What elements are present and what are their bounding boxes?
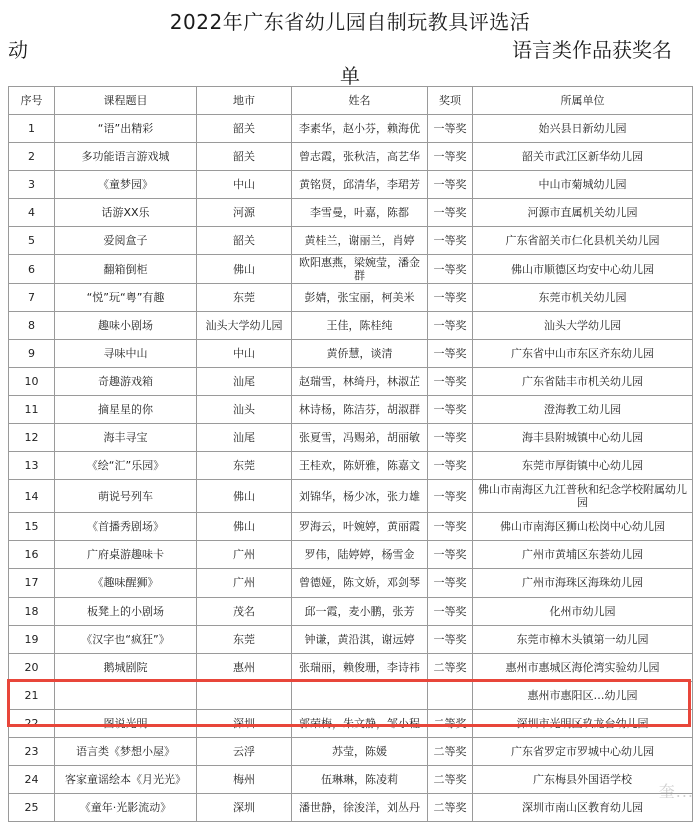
table-row	[9, 480, 693, 513]
cell-city: 汕头	[197, 395, 292, 423]
cell-no: 12	[9, 424, 55, 452]
cell-city: 广州	[197, 569, 292, 597]
cell-names	[292, 681, 428, 709]
cell-no: 17	[9, 569, 55, 597]
cell-city: 佛山	[197, 480, 292, 513]
cell-city: 韶关	[197, 227, 292, 255]
cell-award: 一等奖	[428, 143, 473, 171]
cell-unit: 化州市幼儿园	[473, 597, 693, 625]
cell-course: “语”出精彩	[55, 115, 197, 143]
cell-award: 一等奖	[428, 339, 473, 367]
cell-city: 云浮	[197, 737, 292, 765]
cell-course	[55, 681, 197, 709]
cell-no: 3	[9, 171, 55, 199]
table-row	[9, 681, 693, 709]
cell-no: 22	[9, 709, 55, 737]
cell-names: 赵瑞雪，林绮丹，林淑芷	[292, 367, 428, 395]
table-row	[9, 283, 693, 311]
cell-award	[428, 681, 473, 709]
cell-course: 语言类《梦想小屋》	[55, 737, 197, 765]
cell-no: 18	[9, 597, 55, 625]
cell-unit: 深圳市光明区玖龙台幼儿园	[473, 709, 693, 737]
cell-unit: 澄海教工幼儿园	[473, 395, 693, 423]
cell-unit: 始兴县日新幼儿园	[473, 115, 693, 143]
table-row	[9, 653, 693, 681]
cell-course: 图说光明	[55, 709, 197, 737]
cell-unit: 汕头大学幼儿园	[473, 311, 693, 339]
header-course: 课程题目	[55, 87, 197, 115]
cell-names: 苏莹，陈媛	[292, 737, 428, 765]
cell-course: 萌说号列车	[55, 480, 197, 513]
table-header-row	[9, 87, 693, 115]
cell-course: 《童年·光影流动》	[55, 794, 197, 822]
table-row	[9, 541, 693, 569]
table-row	[9, 143, 693, 171]
cell-award: 一等奖	[428, 227, 473, 255]
cell-no: 6	[9, 255, 55, 283]
cell-no: 19	[9, 625, 55, 653]
cell-city: 惠州	[197, 653, 292, 681]
cell-no: 20	[9, 653, 55, 681]
cell-course: “悦”玩“粤”有趣	[55, 283, 197, 311]
cell-names: 黄铭贤，邱清华，李珺芳	[292, 171, 428, 199]
cell-names: 伍琳琳，陈凌莉	[292, 766, 428, 794]
cell-names: 李素华，赵小芬，赖海优	[292, 115, 428, 143]
header-award: 奖项	[428, 87, 473, 115]
table-row	[9, 199, 693, 227]
cell-no: 25	[9, 794, 55, 822]
cell-city: 梅州	[197, 766, 292, 794]
cell-no: 21	[9, 681, 55, 709]
cell-course: 《首播秀剧场》	[55, 513, 197, 541]
cell-city: 河源	[197, 199, 292, 227]
cell-award: 一等奖	[428, 569, 473, 597]
cell-award: 一等奖	[428, 283, 473, 311]
awards-table	[8, 86, 693, 822]
cell-no: 2	[9, 143, 55, 171]
cell-course: 《童梦园》	[55, 171, 197, 199]
cell-award: 一等奖	[428, 597, 473, 625]
cell-unit: 佛山市南海区九江普秋和纪念学校附属幼儿园	[473, 480, 693, 513]
cell-names: 林诗杨，陈洁芬，胡淑群	[292, 395, 428, 423]
cell-no: 8	[9, 311, 55, 339]
cell-award: 一等奖	[428, 199, 473, 227]
cell-city	[197, 681, 292, 709]
cell-unit: 广东省中山市东区齐东幼儿园	[473, 339, 693, 367]
table-row	[9, 339, 693, 367]
cell-no: 14	[9, 480, 55, 513]
cell-city: 深圳	[197, 794, 292, 822]
cell-unit: 中山市菊城幼儿园	[473, 171, 693, 199]
cell-unit: 广东梅县外国语学校	[473, 766, 693, 794]
cell-names: 邱一霞，麦小鹏，张芳	[292, 597, 428, 625]
cell-city: 深圳	[197, 709, 292, 737]
cell-names: 张夏雪，冯赐弟，胡丽敏	[292, 424, 428, 452]
cell-unit: 广州市黄埔区东荟幼儿园	[473, 541, 693, 569]
cell-unit: 佛山市顺德区均安中心幼儿园	[473, 255, 693, 283]
cell-names: 黄侨慧，谈清	[292, 339, 428, 367]
cell-no: 23	[9, 737, 55, 765]
cell-award: 一等奖	[428, 452, 473, 480]
cell-course: 翻箱倒柜	[55, 255, 197, 283]
cell-award: 一等奖	[428, 625, 473, 653]
table-row	[9, 115, 693, 143]
cell-award: 二等奖	[428, 766, 473, 794]
cell-names: 李雪曼，叶嘉，陈都	[292, 199, 428, 227]
cell-unit: 广州市海珠区海珠幼儿园	[473, 569, 693, 597]
header-no: 序号	[9, 87, 55, 115]
cell-award: 一等奖	[428, 424, 473, 452]
cell-no: 1	[9, 115, 55, 143]
cell-unit: 深圳市南山区教育幼儿园	[473, 794, 693, 822]
cell-award: 二等奖	[428, 709, 473, 737]
cell-unit: 惠州市惠阳区…幼儿园	[473, 681, 693, 709]
cell-unit: 东莞市机关幼儿园	[473, 283, 693, 311]
header-names: 姓名	[292, 87, 428, 115]
cell-course: 《趣味醒狮》	[55, 569, 197, 597]
cell-unit: 惠州市惠城区海伦湾实验幼儿园	[473, 653, 693, 681]
cell-unit: 东莞市樟木头镇第一幼儿园	[473, 625, 693, 653]
table-row	[9, 424, 693, 452]
cell-names: 郭荣梅，朱文静，邹小程	[292, 709, 428, 737]
cell-names: 曾志霞，张秋洁，高艺华	[292, 143, 428, 171]
table-row	[9, 255, 693, 283]
cell-award: 一等奖	[428, 311, 473, 339]
cell-unit: 韶关市武江区新华幼儿园	[473, 143, 693, 171]
cell-no: 9	[9, 339, 55, 367]
cell-award: 二等奖	[428, 653, 473, 681]
cell-award: 一等奖	[428, 395, 473, 423]
title-line-main: 2022年广东省幼儿园自制玩教具评选活	[169, 10, 531, 34]
cell-city: 汕尾	[197, 367, 292, 395]
cell-unit: 东莞市厚街镇中心幼儿园	[473, 452, 693, 480]
table-row	[9, 311, 693, 339]
cell-no: 5	[9, 227, 55, 255]
cell-names: 王桂欢，陈妍雅，陈嘉文	[292, 452, 428, 480]
cell-city: 佛山	[197, 513, 292, 541]
cell-names: 王佳，陈桂纯	[292, 311, 428, 339]
cell-city: 东莞	[197, 452, 292, 480]
cell-course: 多功能语言游戏城	[55, 143, 197, 171]
cell-course: 《汉字也“疯狂”》	[55, 625, 197, 653]
cell-names: 张瑞丽，赖俊珊，李诗祎	[292, 653, 428, 681]
cell-course: 板凳上的小剧场	[55, 597, 197, 625]
cell-unit: 广东省罗定市罗城中心幼儿园	[473, 737, 693, 765]
cell-unit: 佛山市南海区狮山松岗中心幼儿园	[473, 513, 693, 541]
cell-course: 爱阅盒子	[55, 227, 197, 255]
cell-course: 广府桌游趣味卡	[55, 541, 197, 569]
cell-names: 曾德娅，陈文娇，邓剑琴	[292, 569, 428, 597]
table-row	[9, 171, 693, 199]
cell-city: 广州	[197, 541, 292, 569]
cell-names: 罗海云，叶婉婷，黄丽霞	[292, 513, 428, 541]
cell-city: 汕头大学幼儿园	[197, 311, 292, 339]
cell-names: 欧阳惠燕，梁婉莹，潘金群	[292, 255, 428, 283]
cell-award: 一等奖	[428, 171, 473, 199]
cell-no: 4	[9, 199, 55, 227]
table-body	[9, 115, 693, 822]
cell-award: 一等奖	[428, 115, 473, 143]
cell-names: 罗伟，陆婷婷，杨雪金	[292, 541, 428, 569]
cell-unit: 海丰县附城镇中心幼儿园	[473, 424, 693, 452]
cell-names: 彭婧，张宝丽，柯美米	[292, 283, 428, 311]
cell-course: 鹅城剧院	[55, 653, 197, 681]
cell-unit: 广东省陆丰市机关幼儿园	[473, 367, 693, 395]
table-row	[9, 569, 693, 597]
watermark: 奎...	[658, 782, 694, 801]
cell-city: 茂名	[197, 597, 292, 625]
cell-award: 二等奖	[428, 794, 473, 822]
table-row	[9, 452, 693, 480]
table-row	[9, 625, 693, 653]
cell-course: 《绘“汇”乐园》	[55, 452, 197, 480]
cell-names: 黄桂兰，谢丽兰，肖婷	[292, 227, 428, 255]
title-line-right: 语言类作品获奖名	[512, 38, 672, 62]
cell-course: 奇趣游戏箱	[55, 367, 197, 395]
cell-award: 一等奖	[428, 480, 473, 513]
cell-no: 10	[9, 367, 55, 395]
cell-city: 汕尾	[197, 424, 292, 452]
cell-no: 15	[9, 513, 55, 541]
table-row	[9, 395, 693, 423]
cell-award: 二等奖	[428, 737, 473, 765]
cell-award: 一等奖	[428, 255, 473, 283]
title-line-left: 动	[8, 38, 28, 62]
cell-no: 11	[9, 395, 55, 423]
table-row	[9, 597, 693, 625]
title-line-bottom: 单	[340, 64, 360, 88]
cell-city: 东莞	[197, 283, 292, 311]
cell-award: 一等奖	[428, 541, 473, 569]
cell-city: 佛山	[197, 255, 292, 283]
cell-no: 24	[9, 766, 55, 794]
cell-unit: 河源市直属机关幼儿园	[473, 199, 693, 227]
cell-city: 中山	[197, 339, 292, 367]
document-title	[0, 0, 700, 86]
cell-course: 趣味小剧场	[55, 311, 197, 339]
cell-city: 东莞	[197, 625, 292, 653]
table-row	[9, 766, 693, 794]
cell-city: 韶关	[197, 115, 292, 143]
cell-no: 13	[9, 452, 55, 480]
cell-unit: 广东省韶关市仁化县机关幼儿园	[473, 227, 693, 255]
cell-names: 刘锦华，杨少冰，张力雄	[292, 480, 428, 513]
cell-course: 话游XX乐	[55, 199, 197, 227]
cell-names: 潘世静，徐浚洋，刘丛丹	[292, 794, 428, 822]
table-row	[9, 709, 693, 737]
header-city: 地市	[197, 87, 292, 115]
table-row	[9, 737, 693, 765]
table-row	[9, 794, 693, 822]
header-unit: 所属单位	[473, 87, 693, 115]
cell-award: 一等奖	[428, 513, 473, 541]
cell-course: 寻味中山	[55, 339, 197, 367]
cell-city: 中山	[197, 171, 292, 199]
table-row	[9, 227, 693, 255]
cell-course: 客家童谣绘本《月光光》	[55, 766, 197, 794]
cell-city: 韶关	[197, 143, 292, 171]
cell-no: 7	[9, 283, 55, 311]
table-row	[9, 367, 693, 395]
cell-names: 钟谦，黄沿淇，谢远婷	[292, 625, 428, 653]
cell-award: 一等奖	[428, 367, 473, 395]
cell-course: 海丰寻宝	[55, 424, 197, 452]
cell-course: 摘星星的你	[55, 395, 197, 423]
table-row	[9, 513, 693, 541]
cell-no: 16	[9, 541, 55, 569]
